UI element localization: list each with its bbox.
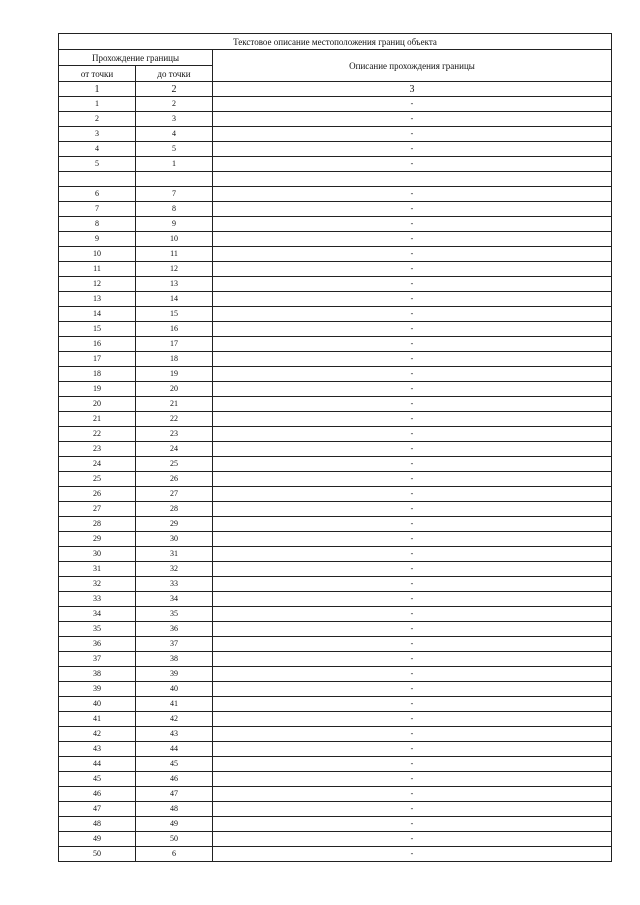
cell-to-point: 3 (136, 112, 213, 127)
cell-description: - (213, 292, 612, 307)
cell-description: - (213, 727, 612, 742)
cell-from-point: 3 (59, 127, 136, 142)
cell-from-point: 18 (59, 367, 136, 382)
cell-to-point: 40 (136, 682, 213, 697)
table-row (59, 577, 612, 592)
table-row (59, 112, 612, 127)
cell-from-point: 23 (59, 442, 136, 457)
table-row (59, 307, 612, 322)
cell-description: - (213, 532, 612, 547)
cell-to-point: 50 (136, 832, 213, 847)
cell-from-point: 16 (59, 337, 136, 352)
cell-from-point: 38 (59, 667, 136, 682)
cell-from-point: 21 (59, 412, 136, 427)
cell-description: - (213, 787, 612, 802)
cell-to-point: 33 (136, 577, 213, 592)
cell-description: - (213, 97, 612, 112)
table-row (59, 472, 612, 487)
cell-from-point: 1 (59, 97, 136, 112)
cell-description: - (213, 652, 612, 667)
cell-to-point: 16 (136, 322, 213, 337)
cell-description: - (213, 547, 612, 562)
table-row (59, 652, 612, 667)
cell-description: - (213, 592, 612, 607)
cell-from-point: 5 (59, 157, 136, 172)
cell-from-point: 12 (59, 277, 136, 292)
cell-to-point: 48 (136, 802, 213, 817)
cell-to-point: 25 (136, 457, 213, 472)
column-header-description: Описание прохождения границы (213, 50, 612, 82)
cell-description: - (213, 667, 612, 682)
cell-to-point: 2 (136, 97, 213, 112)
cell-from-point: 42 (59, 727, 136, 742)
cell-from-point: 50 (59, 847, 136, 862)
table-row (59, 562, 612, 577)
column-number-3: 3 (213, 82, 612, 97)
cell-description: - (213, 757, 612, 772)
cell-description: - (213, 772, 612, 787)
cell-to-point: 39 (136, 667, 213, 682)
cell-from-point: 40 (59, 697, 136, 712)
cell-to-point: 42 (136, 712, 213, 727)
cell-from-point: 2 (59, 112, 136, 127)
cell-from-point: 41 (59, 712, 136, 727)
cell-from-point: 32 (59, 577, 136, 592)
table-row (59, 772, 612, 787)
table-row (59, 607, 612, 622)
table-row (59, 367, 612, 382)
cell-description: - (213, 187, 612, 202)
table-title-row (59, 34, 612, 50)
table-row (59, 352, 612, 367)
cell-to-point: 23 (136, 427, 213, 442)
table-row (59, 817, 612, 832)
cell-from-point: 19 (59, 382, 136, 397)
cell-description: - (213, 802, 612, 817)
table-row (59, 202, 612, 217)
table-row (59, 517, 612, 532)
table-row (59, 142, 612, 157)
cell-from-point: 46 (59, 787, 136, 802)
cell-description: - (213, 622, 612, 637)
cell-description (213, 172, 612, 187)
table-row (59, 787, 612, 802)
table-row (59, 277, 612, 292)
cell-to-point: 46 (136, 772, 213, 787)
cell-description: - (213, 412, 612, 427)
table-row (59, 427, 612, 442)
cell-from-point: 4 (59, 142, 136, 157)
cell-from-point: 43 (59, 742, 136, 757)
cell-description: - (213, 157, 612, 172)
table-row (59, 802, 612, 817)
cell-to-point: 14 (136, 292, 213, 307)
table-row (59, 637, 612, 652)
table-row (59, 262, 612, 277)
cell-description: - (213, 577, 612, 592)
cell-to-point: 12 (136, 262, 213, 277)
cell-from-point: 37 (59, 652, 136, 667)
table-row (59, 547, 612, 562)
table-row (59, 172, 612, 187)
cell-to-point: 35 (136, 607, 213, 622)
table-row (59, 847, 612, 862)
table-row (59, 667, 612, 682)
cell-description: - (213, 472, 612, 487)
cell-to-point: 6 (136, 847, 213, 862)
cell-from-point: 30 (59, 547, 136, 562)
table-row (59, 292, 612, 307)
cell-to-point: 34 (136, 592, 213, 607)
cell-from-point: 22 (59, 427, 136, 442)
cell-to-point: 22 (136, 412, 213, 427)
cell-description: - (213, 247, 612, 262)
table-row (59, 502, 612, 517)
cell-from-point: 24 (59, 457, 136, 472)
cell-from-point: 25 (59, 472, 136, 487)
cell-from-point: 9 (59, 232, 136, 247)
cell-to-point (136, 172, 213, 187)
cell-description: - (213, 697, 612, 712)
cell-from-point: 36 (59, 637, 136, 652)
cell-to-point: 20 (136, 382, 213, 397)
cell-from-point: 27 (59, 502, 136, 517)
cell-description: - (213, 457, 612, 472)
cell-to-point: 7 (136, 187, 213, 202)
cell-from-point: 35 (59, 622, 136, 637)
cell-description: - (213, 202, 612, 217)
cell-from-point: 14 (59, 307, 136, 322)
cell-from-point: 10 (59, 247, 136, 262)
cell-description: - (213, 352, 612, 367)
cell-to-point: 13 (136, 277, 213, 292)
cell-from-point: 31 (59, 562, 136, 577)
cell-to-point: 4 (136, 127, 213, 142)
table-row (59, 187, 612, 202)
cell-description: - (213, 127, 612, 142)
table-row (59, 592, 612, 607)
cell-from-point: 11 (59, 262, 136, 277)
cell-to-point: 38 (136, 652, 213, 667)
table-row (59, 727, 612, 742)
cell-description: - (213, 442, 612, 457)
cell-to-point: 45 (136, 757, 213, 772)
cell-to-point: 37 (136, 637, 213, 652)
cell-to-point: 9 (136, 217, 213, 232)
table-row (59, 697, 612, 712)
table-row (59, 532, 612, 547)
cell-from-point: 17 (59, 352, 136, 367)
cell-to-point: 24 (136, 442, 213, 457)
cell-from-point: 39 (59, 682, 136, 697)
cell-from-point: 33 (59, 592, 136, 607)
cell-from-point: 8 (59, 217, 136, 232)
cell-from-point: 47 (59, 802, 136, 817)
cell-description: - (213, 817, 612, 832)
cell-description: - (213, 277, 612, 292)
cell-description: - (213, 487, 612, 502)
cell-description: - (213, 382, 612, 397)
cell-description: - (213, 712, 612, 727)
cell-from-point: 6 (59, 187, 136, 202)
cell-description: - (213, 262, 612, 277)
cell-from-point: 13 (59, 292, 136, 307)
column-numbers-row (59, 82, 612, 97)
table-row (59, 157, 612, 172)
cell-description: - (213, 427, 612, 442)
cell-to-point: 30 (136, 532, 213, 547)
column-number-2: 2 (136, 82, 213, 97)
cell-from-point: 45 (59, 772, 136, 787)
cell-from-point: 29 (59, 532, 136, 547)
cell-to-point: 32 (136, 562, 213, 577)
cell-description: - (213, 367, 612, 382)
cell-description: - (213, 142, 612, 157)
cell-description: - (213, 112, 612, 127)
table-row (59, 397, 612, 412)
cell-to-point: 49 (136, 817, 213, 832)
cell-to-point: 19 (136, 367, 213, 382)
cell-to-point: 47 (136, 787, 213, 802)
table-row (59, 322, 612, 337)
cell-from-point: 28 (59, 517, 136, 532)
boundary-description-table (58, 33, 612, 862)
cell-from-point (59, 172, 136, 187)
table-row (59, 712, 612, 727)
table-row (59, 757, 612, 772)
cell-to-point: 36 (136, 622, 213, 637)
table-row (59, 97, 612, 112)
table-row (59, 382, 612, 397)
table-row (59, 247, 612, 262)
cell-to-point: 10 (136, 232, 213, 247)
cell-from-point: 15 (59, 322, 136, 337)
cell-to-point: 17 (136, 337, 213, 352)
cell-description: - (213, 832, 612, 847)
cell-to-point: 43 (136, 727, 213, 742)
cell-description: - (213, 847, 612, 862)
cell-to-point: 27 (136, 487, 213, 502)
table-row (59, 682, 612, 697)
cell-description: - (213, 307, 612, 322)
table-row (59, 127, 612, 142)
cell-to-point: 26 (136, 472, 213, 487)
cell-from-point: 7 (59, 202, 136, 217)
cell-description: - (213, 517, 612, 532)
cell-to-point: 29 (136, 517, 213, 532)
document-page (58, 33, 611, 862)
cell-description: - (213, 607, 612, 622)
cell-to-point: 21 (136, 397, 213, 412)
cell-to-point: 11 (136, 247, 213, 262)
table-row (59, 442, 612, 457)
table-row (59, 337, 612, 352)
cell-to-point: 41 (136, 697, 213, 712)
table-title: Текстовое описание местоположения границ объекта (59, 34, 612, 50)
cell-from-point: 49 (59, 832, 136, 847)
cell-description: - (213, 397, 612, 412)
column-header-from: от точки (59, 66, 136, 82)
cell-description: - (213, 562, 612, 577)
cell-description: - (213, 502, 612, 517)
cell-description: - (213, 742, 612, 757)
cell-from-point: 26 (59, 487, 136, 502)
cell-description: - (213, 682, 612, 697)
column-header-to: до точки (136, 66, 213, 82)
cell-from-point: 48 (59, 817, 136, 832)
table-row (59, 622, 612, 637)
table-row (59, 232, 612, 247)
table-row (59, 412, 612, 427)
cell-to-point: 31 (136, 547, 213, 562)
cell-to-point: 44 (136, 742, 213, 757)
cell-description: - (213, 322, 612, 337)
cell-from-point: 44 (59, 757, 136, 772)
cell-description: - (213, 217, 612, 232)
table-row (59, 832, 612, 847)
cell-to-point: 18 (136, 352, 213, 367)
cell-from-point: 34 (59, 607, 136, 622)
cell-description: - (213, 232, 612, 247)
cell-to-point: 28 (136, 502, 213, 517)
cell-to-point: 8 (136, 202, 213, 217)
table-row (59, 487, 612, 502)
cell-to-point: 1 (136, 157, 213, 172)
table-row (59, 742, 612, 757)
table-row (59, 457, 612, 472)
group-header: Прохождение границы (59, 50, 213, 66)
cell-to-point: 15 (136, 307, 213, 322)
cell-from-point: 20 (59, 397, 136, 412)
header-row-group (59, 50, 612, 66)
cell-description: - (213, 637, 612, 652)
table-row (59, 217, 612, 232)
cell-description: - (213, 337, 612, 352)
cell-to-point: 5 (136, 142, 213, 157)
column-number-1: 1 (59, 82, 136, 97)
